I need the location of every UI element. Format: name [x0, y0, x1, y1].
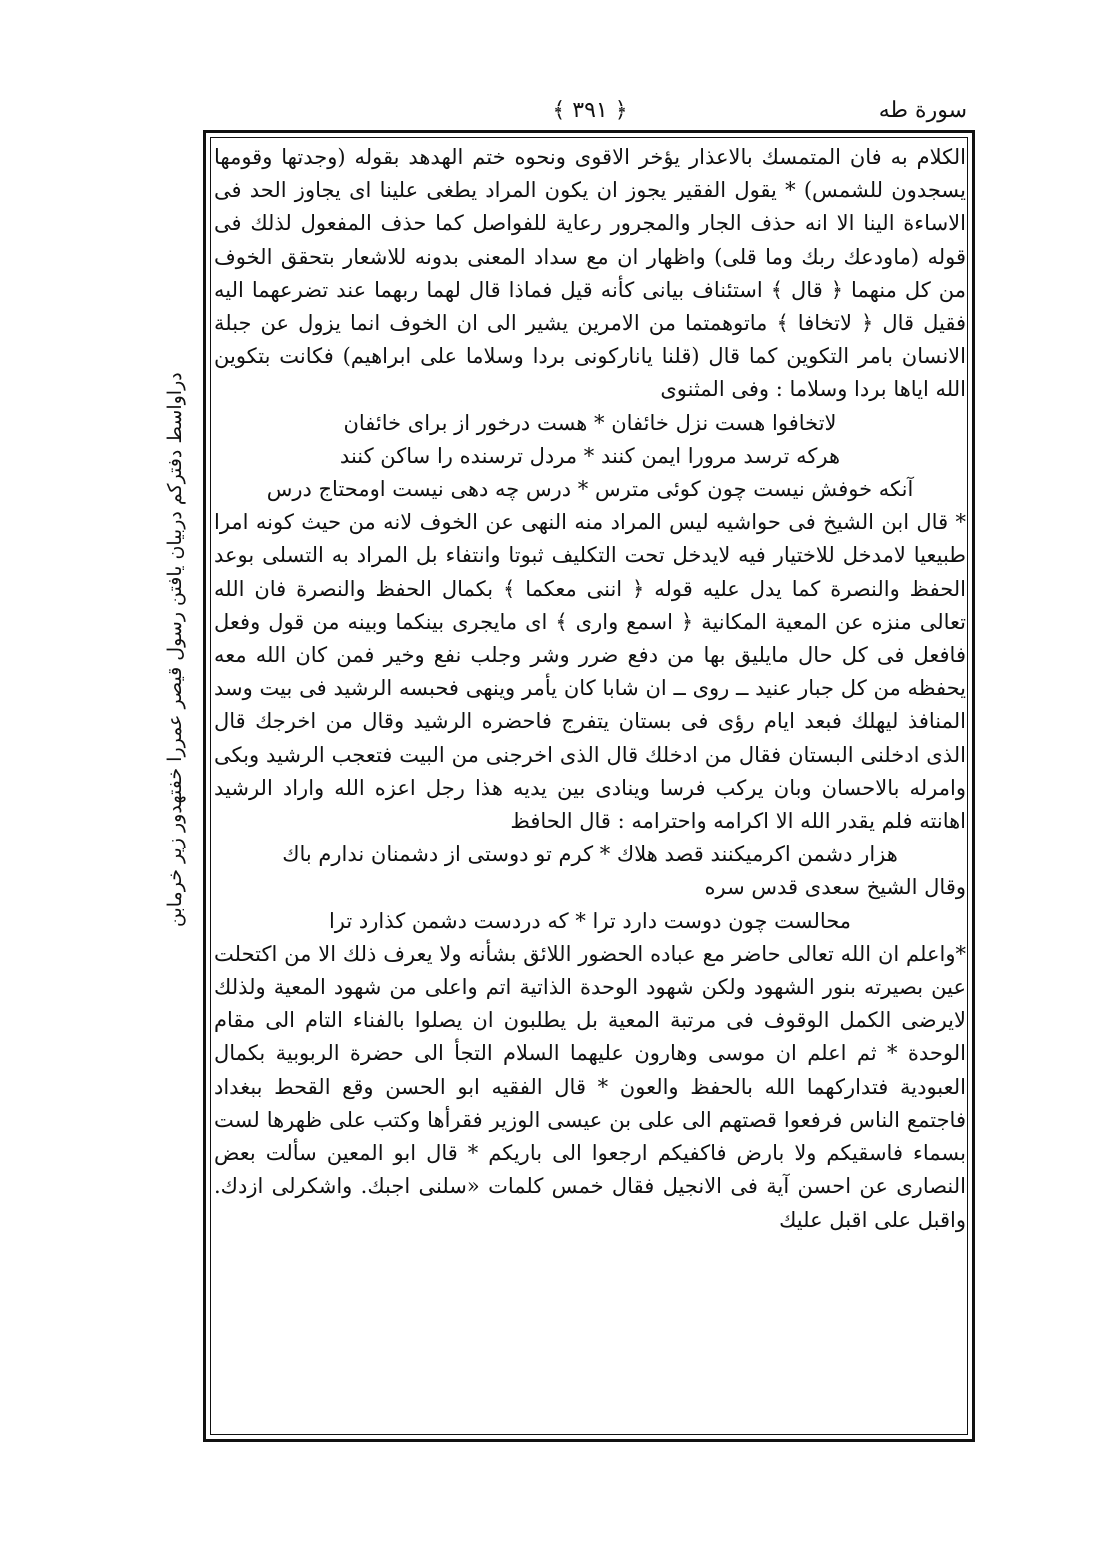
paragraph-3: وقال الشيخ سعدى قدس سره: [704, 875, 966, 900]
text-frame: [203, 130, 975, 1442]
paragraph-2: * قال ابن الشيخ فى حواشيه ليس المراد منه النهى عن الخوف لانه من حيث كونه امرا طبيعيا لامدخل للاختيار فيه لايدخل تحت التكليف ثبوتا وانتفاء بل المراد به التسلى بوعد الحفظ والنصرة كما يدل عليه قوله ﴿ اننى معكما ﴾ بكمال الحفظ والنصرة فان الله تعالى منزه عن المعية المكانية ﴿ اسمع وارى ﴾ اى مايجرى بينكما وبينه من قول وفعل فافعل فى كل حال مايليق بها من دفع ضرر وشر وجلب نفع وخير فمن كان الله معه يحفظه من كل جبار عنيد ــ روى ــ ان شابا كان يأمر وينهى فحبسه الرشيد فى بيت وسد المنافذ ليهلك فبعد ايام رؤى فى بستان يتفرج فاحضره الرشيد وقال من اخرجك قال الذى ادخلنى البستان فقال من ادخلك قال الذى اخرجنى من البيت فتعجب الرشيد وبكى وامرله بالاحسان وبان يركب فرسا وينادى بين يديه هذا رجل اعزه الله واراد الرشيد اهانته فلم يقدر الله الا اكرامه واحترامه : قال الحافظ: [214, 510, 966, 834]
page-body: [214, 141, 966, 1431]
verse-4: هزار دشمن اكرميكنند قصد هلاك * كرم تو دوستى از دشمنان ندارم باك: [282, 842, 898, 867]
verse-2: هركه ترسد مرورا ايمن كنند * مردل ترسنده را ساكن كنند: [339, 443, 841, 468]
paragraph-1: الكلام به فان المتمسك بالاعذار يؤخر الاقوى ونحوه ختم الهدهد بقوله (وجدتها وقومها يسجدون للشمس) * يقول الفقير يجوز ان يكون المراد يطغى علينا اى يجاوز الحد فى الاساءة الينا الا انه حذف الجار والمجرور رعاية للفواصل كما حذف المفعول لذلك فى قوله (ماودعك ربك وما قلى) واظهار ان مع سداد المعنى بدونه للاشعار بتحقق الخوف من كل منهما ﴿ قال ﴾ استئناف بيانى كأنه قيل فماذا قال لهما ربهما عند تضرعهما اليه فقيل قال ﴿ لاتخافا ﴾ ماتوهمتما من الامرين يشير الى ان الخوف انما يزول عن جبلة الانسان بامر التكوين كما قال (قلنا ياناركونى بردا وسلاما على ابراهيم) فكانت بتكوين الله اياها بردا وسلاما : وفى المثنوى: [214, 145, 966, 402]
verse-3: آنكه خوفش نيست چون كوئى مترس * درس چه دهى نيست اومحتاج درس: [266, 477, 914, 502]
page-header: [205, 98, 975, 130]
verse-1: لاتخافوا هست نزل خائفان * هست درخور از براى خائفان: [343, 410, 837, 435]
page-number: ﴾ ٣٩١ ﴿: [552, 98, 628, 123]
margin-note: دراواسط دفترکم دربیان یافتن رسول قیصر عمررا خفتهدور زیر خرمابن: [164, 372, 186, 928]
verse-5: محالست چون دوست دارد ترا * كه دردست دشمن كذارد ترا: [328, 908, 852, 933]
surah-title: سورة طه: [878, 98, 967, 123]
paragraph-4: *واعلم ان الله تعالى حاضر مع عباده الحضور اللائق بشأنه ولا يعرف ذلك الا من اكتحلت عين بصيرته بنور الشهود ولكن شهود الوحدة الذاتية اتم واعلى من شهود المعية ولذلك لايرضى الكمل الوقوف فى مرتبة المعية بل يطلبون ان يصلوا بالفناء التام الى مقام الوحدة * ثم اعلم ان موسى وهارون عليهما السلام التجأ الى حضرة الربوبية بكمال العبودية فتداركهما الله بالحفظ والعون * قال الفقيه ابو الحسن وقع القحط ببغداد فاجتمع الناس فرفعوا قصتهم الى على بن عيسى الوزير فقرأها وكتب على ظهرها لست بسماء فاسقيكم ولا بارض فاكفيكم ارجعوا الى باريكم * قال ابو المعين سألت بعض النصارى عن احسن آية فى الانجيل فقال خمس كلمات «سلنى اجبك. واشكرلى ازدك. واقبل على اقبل عليك: [214, 941, 966, 1232]
